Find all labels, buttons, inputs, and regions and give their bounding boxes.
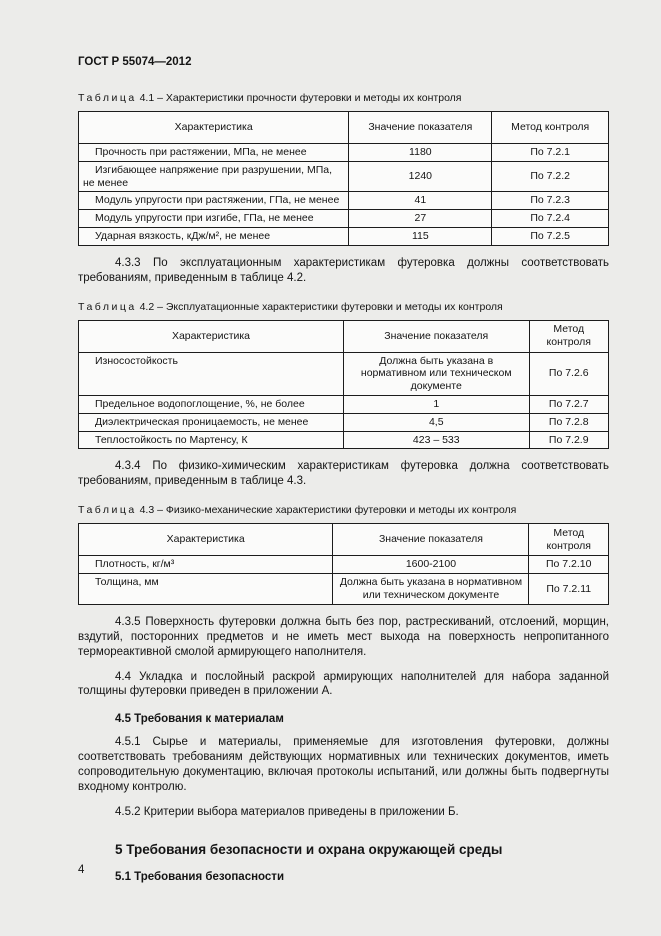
column-header-value: Значение показателя — [333, 524, 529, 556]
table-caption-label: Таблица — [78, 300, 137, 313]
table-row — [79, 192, 609, 210]
paragraph-4-3-4: 4.3.4 По физико-химическим характеристикам футеровка должна соответствовать требованиям, приведенным в таблице 4.3. — [78, 460, 609, 488]
paragraph-4-4: 4.4 Укладка и послойный раскрой армирующих наполнителей для набора заданной толщины футеровки приведен в приложении А. — [78, 670, 609, 698]
heading-4-5: 4.5 Требования к материалам — [115, 713, 284, 726]
cell-characteristic: Плотность, кг/м³ — [79, 556, 333, 574]
table-caption-title: 4.1 – Характеристики прочности футеровки и методы их контроля — [139, 92, 462, 104]
table-caption-label: Таблица — [78, 92, 137, 104]
cell-characteristic: Изгибающее напряжение при разрушении, МПа, не менее — [79, 161, 349, 192]
cell-value: 27 — [349, 210, 492, 228]
cell-method: По 7.2.6 — [529, 352, 609, 395]
table-row — [79, 161, 609, 192]
cell-value: 1 — [344, 396, 530, 414]
table-caption-title: 4.3 – Физико-механические характеристики футеровки и методы их контроля — [139, 504, 517, 517]
cell-value: 423 – 533 — [344, 431, 530, 449]
column-header-characteristic: Характеристика — [79, 524, 333, 556]
cell-characteristic: Диэлектрическая проницаемость, не менее — [79, 413, 344, 431]
table-4-3 — [78, 523, 609, 604]
table-header-row — [79, 320, 609, 352]
table-row — [79, 396, 609, 414]
cell-characteristic: Модуль упругости при растяжении, ГПа, не менее — [79, 192, 349, 210]
cell-value: 4,5 — [344, 413, 530, 431]
column-header-value: Значение показателя — [349, 112, 492, 144]
cell-value: Должна быть указана в нормативном или техническом документе — [333, 574, 529, 605]
cell-method: По 7.2.7 — [529, 396, 609, 414]
cell-method: По 7.2.4 — [492, 210, 609, 228]
table-4-2 — [78, 320, 609, 450]
cell-characteristic: Износостойкость — [79, 352, 344, 395]
table-row — [79, 352, 609, 395]
cell-value: 1600-2100 — [333, 556, 529, 574]
column-header-value: Значение показателя — [344, 320, 530, 352]
table-4-1 — [78, 111, 609, 246]
column-header-method: Метод контроля — [529, 320, 609, 352]
column-header-characteristic: Характеристика — [79, 112, 349, 144]
cell-characteristic: Теплостойкость по Мартенсу, К — [79, 431, 344, 449]
cell-method: По 7.2.10 — [529, 556, 609, 574]
table-caption-4-2 — [78, 301, 609, 313]
cell-method: По 7.2.3 — [492, 192, 609, 210]
paragraph-4-3-5: 4.3.5 Поверхность футеровки должна быть без пор, растрескиваний, отслоений, морщин, вздутий, посторонних предметов и не иметь мест выхода на поверхность непропитанного термореактивной смолой армирующего наполнителя. — [78, 615, 609, 658]
column-header-method: Метод контроля — [492, 112, 609, 144]
table-row — [79, 431, 609, 449]
cell-method: По 7.2.9 — [529, 431, 609, 449]
column-header-characteristic: Характеристика — [79, 320, 344, 352]
paragraph-4-5-2: 4.5.2 Критерии выбора материалов приведены в приложении Б. — [115, 806, 459, 819]
table-row — [79, 574, 609, 605]
table-row — [79, 227, 609, 245]
heading-5-1: 5.1 Требования безопасности — [115, 871, 285, 884]
cell-method: По 7.2.1 — [492, 144, 609, 162]
document-code: ГОСТ Р 55074—2012 — [78, 56, 192, 68]
table-header-row — [79, 112, 609, 144]
cell-characteristic: Толщина, мм — [79, 574, 333, 605]
table-row — [79, 144, 609, 162]
table-caption-title: 4.2 – Эксплуатационные характеристики футеровки и методы их контроля — [139, 300, 503, 313]
paragraph-4-5-1: 4.5.1 Сырье и материалы, применяемые для изготовления футеровки, должны соответствовать требованиям действующих нормативных или технических документов, иметь сопроводительную документацию, включая протоколы испытаний, или должны быть подвергнуты входному контролю. — [78, 736, 609, 794]
cell-characteristic: Прочность при растяжении, МПа, не менее — [79, 144, 349, 162]
table-caption-4-3 — [78, 504, 609, 516]
table-caption-label: Таблица — [78, 504, 137, 517]
page-number: 4 — [78, 864, 85, 876]
cell-value: 115 — [349, 227, 492, 245]
cell-characteristic: Модуль упругости при изгибе, ГПа, не менее — [79, 210, 349, 228]
table-row — [79, 556, 609, 574]
heading-5: 5 Требования безопасности и охрана окружающей среды — [115, 842, 503, 858]
cell-value: Должна быть указана в нормативном или техническом документе — [344, 352, 530, 395]
table-caption-4-1 — [78, 92, 609, 104]
cell-characteristic: Ударная вязкость, кДж/м², не менее — [79, 227, 349, 245]
cell-value: 1180 — [349, 144, 492, 162]
table-row — [79, 210, 609, 228]
cell-value: 1240 — [349, 161, 492, 192]
cell-method: По 7.2.5 — [492, 227, 609, 245]
table-row — [79, 413, 609, 431]
table-header-row — [79, 524, 609, 556]
cell-method: По 7.2.11 — [529, 574, 609, 605]
paragraph-4-3-3: 4.3.3 По эксплуатационным характеристикам футеровка должны соответствовать требованиям, приведенным в таблице 4.2. — [78, 256, 609, 284]
cell-characteristic: Предельное водопоглощение, %, не более — [79, 396, 344, 414]
cell-method: По 7.2.2 — [492, 161, 609, 192]
cell-method: По 7.2.8 — [529, 413, 609, 431]
column-header-method: Метод контроля — [529, 524, 609, 556]
cell-value: 41 — [349, 192, 492, 210]
